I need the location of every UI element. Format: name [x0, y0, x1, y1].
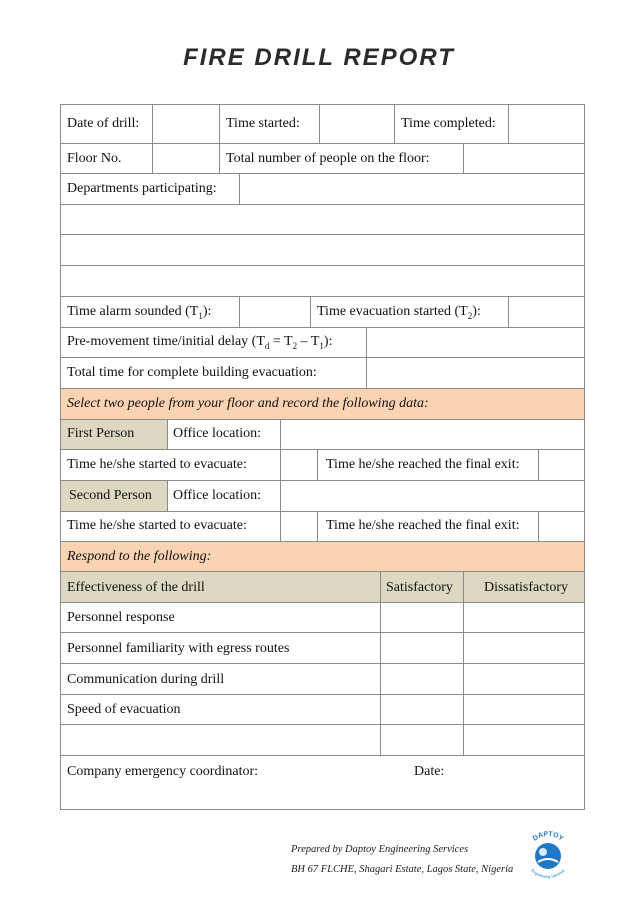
first-reached-label: Time he/she reached the final exit:: [326, 457, 520, 472]
coordinator-signature-field[interactable]: [61, 781, 584, 809]
respond-instruction: Respond to the following:: [67, 549, 212, 564]
time-evac-label: Time evacuation started $(T_2)$:: [317, 304, 481, 321]
first-reached-field[interactable]: [539, 450, 584, 480]
second-reached-field[interactable]: [539, 512, 584, 541]
time-started-field[interactable]: [320, 105, 394, 143]
floor-no-label: Floor No.: [67, 151, 122, 166]
floor-no-field[interactable]: [153, 144, 219, 173]
first-office-field[interactable]: [281, 420, 584, 449]
time-alarm-field[interactable]: [240, 297, 310, 327]
departments-label: Departments participating:: [67, 181, 217, 196]
pre-movement-field[interactable]: [367, 328, 584, 357]
satisfactory-cell[interactable]: [381, 633, 463, 663]
svg-text:Engineering Services: Engineering Services: [530, 867, 566, 880]
second-office-label: Office location:: [173, 488, 261, 503]
time-alarm-label: Time alarm sounded $(T_1)$:: [67, 304, 212, 321]
daptoy-logo: [520, 830, 576, 880]
item-speed: Speed of evacuation: [67, 702, 181, 717]
effectiveness-header: Effectiveness of the drill: [67, 580, 205, 595]
first-started-label: Time he/she started to evacuate:: [67, 457, 247, 472]
dissatisfactory-cell[interactable]: [464, 633, 584, 663]
svg-text:DAPTOY: DAPTOY: [531, 830, 565, 843]
satisfactory-header: Satisfactory: [386, 580, 453, 595]
departments-line-1[interactable]: [61, 205, 584, 234]
footer: [291, 840, 513, 880]
pre-movement-label: Pre-movement time/initial delay $(T_d = T_2 - T_1)$:: [67, 334, 333, 351]
satisfactory-cell[interactable]: [381, 695, 463, 724]
second-reached-label: Time he/she reached the final exit:: [326, 518, 520, 533]
footer-address: BH 67 FLCHE, Shagari Estate, Lagos State, Nigeria: [291, 864, 514, 875]
footer-prepared-by: Prepared by Daptoy Engineering Services: [291, 844, 469, 855]
second-office-field[interactable]: [281, 481, 584, 511]
second-started-label: Time he/she started to evacuate:: [67, 518, 247, 533]
item-communication: Communication during drill: [67, 672, 225, 687]
first-started-field[interactable]: [281, 450, 317, 480]
time-completed-label: Time completed:: [401, 116, 496, 131]
total-time-field[interactable]: [367, 358, 584, 388]
satisfactory-cell[interactable]: [381, 603, 463, 632]
dissatisfactory-header: Dissatisfactory: [484, 580, 568, 595]
total-time-label: Total time for complete building evacuation:: [67, 365, 317, 380]
total-people-label: Total number of people on the floor:: [226, 151, 430, 166]
dissatisfactory-cell[interactable]: [464, 664, 584, 694]
item-egress-familiarity: Personnel familiarity with egress routes: [67, 641, 290, 656]
total-people-field[interactable]: [464, 144, 584, 173]
page-title: FIRE DRILL REPORT: [183, 44, 455, 71]
departments-field[interactable]: [240, 174, 584, 204]
time-evac-field[interactable]: [509, 297, 584, 327]
date-label: Date:: [414, 764, 445, 779]
second-person-label: Second Person: [69, 488, 152, 503]
first-person-label: First Person: [67, 426, 135, 441]
departments-line-2[interactable]: [61, 235, 584, 265]
second-started-field[interactable]: [281, 512, 317, 541]
dissatisfactory-cell[interactable]: [464, 695, 584, 724]
select-people-instruction: Select two people from your floor and record the following data:: [67, 396, 429, 411]
satisfactory-cell[interactable]: [381, 664, 463, 694]
departments-line-3[interactable]: [61, 266, 584, 296]
time-completed-field[interactable]: [509, 105, 584, 143]
blank-item-row[interactable]: [61, 725, 584, 755]
item-personnel-response: Personnel response: [67, 610, 175, 625]
dissatisfactory-cell[interactable]: [464, 603, 584, 632]
time-started-label: Time started:: [226, 116, 300, 131]
date-of-drill-label: Date of drill:: [67, 116, 140, 131]
fire-drill-form: [60, 104, 585, 810]
first-office-label: Office location:: [173, 426, 261, 441]
date-of-drill-field[interactable]: [153, 105, 219, 143]
coordinator-label: Company emergency coordinator:: [67, 764, 259, 779]
